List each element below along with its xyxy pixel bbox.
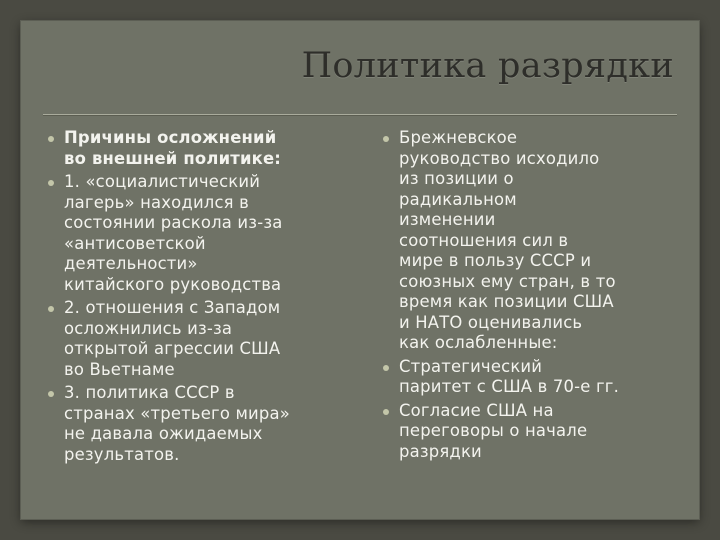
item-line: осложнились из-за: [64, 318, 233, 338]
item-line: открытой агрессии США: [64, 339, 281, 358]
item-line: переговоры о начале: [399, 421, 588, 440]
item-line: состоянии раскола из-за: [64, 213, 283, 232]
bullet-icon: [48, 391, 54, 397]
list-item: [48, 128, 348, 169]
list-item: [383, 357, 683, 398]
item-line: «антисоветской: [64, 233, 206, 253]
item-line: мире в пользу СССР и: [399, 251, 592, 270]
item-line: странах «третьего мира»: [64, 403, 290, 423]
item-line: во Вьетнаме: [64, 359, 175, 379]
list-item: [48, 172, 348, 295]
bullet-icon: [383, 365, 389, 371]
bullet-icon: [48, 136, 54, 142]
item-line: 1. «социалистический: [64, 172, 261, 191]
item-line: как ослабленные:: [399, 333, 558, 352]
item-line: Брежневское: [399, 128, 518, 147]
list-item: [48, 383, 348, 465]
item-line: результатов.: [64, 444, 180, 464]
bullet-icon: [383, 409, 389, 415]
item-line: Согласие США на: [399, 400, 554, 420]
item-line: и НАТО оценивались: [399, 312, 583, 332]
list-item: [48, 298, 348, 380]
item-line: союзных ему стран, в то: [399, 271, 616, 291]
item-line: время как позиции США: [399, 292, 614, 311]
item-line: паритет с США в 70-е гг.: [399, 377, 619, 396]
item-line: разрядки: [399, 441, 482, 461]
slide-title: Политика разрядки: [301, 46, 674, 86]
item-line: во внешней политике:: [64, 148, 282, 168]
item-line: 3. политика СССР в: [64, 383, 235, 402]
list-item: [383, 128, 683, 354]
item-line: 2. отношения с Западом: [64, 298, 281, 317]
item-line: Причины осложнений: [64, 128, 277, 147]
list-item: [383, 401, 683, 463]
item-line: китайского руководства: [64, 274, 282, 294]
item-line: из позиции о: [399, 169, 514, 188]
left-column: [48, 128, 348, 468]
title-divider: [43, 114, 677, 115]
item-line: радикальном: [399, 189, 517, 209]
bullet-icon: [48, 306, 54, 312]
bullet-icon: [48, 180, 54, 186]
item-line: деятельности»: [64, 254, 198, 273]
item-line: руководство исходило: [399, 148, 600, 168]
right-column: [383, 128, 683, 465]
item-line: не давала ожидаемых: [64, 424, 263, 443]
item-line: лагерь» находился в: [64, 192, 250, 212]
item-line: изменении: [399, 210, 496, 229]
bullet-icon: [383, 136, 389, 142]
item-line: соотношения сил в: [399, 230, 569, 250]
item-line: Стратегический: [399, 356, 543, 376]
